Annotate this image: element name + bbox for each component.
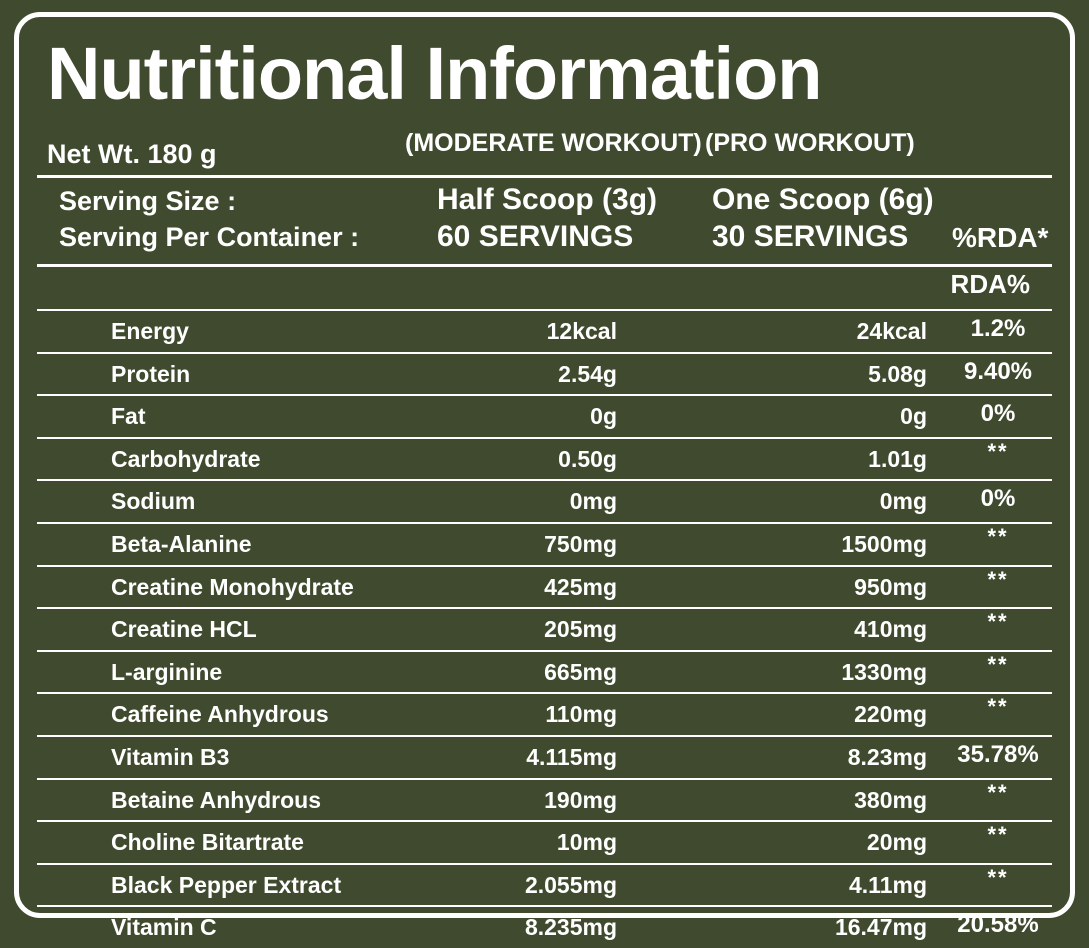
nutrient-value-moderate: 0g — [590, 403, 617, 430]
nutrient-value-pro: 410mg — [854, 616, 927, 643]
nutrient-rda: 1.2% — [970, 315, 1026, 342]
nutrient-value-moderate: 110mg — [545, 701, 617, 728]
nutrient-value-moderate: 750mg — [544, 530, 617, 557]
nutrient-name: Sodium — [111, 488, 196, 515]
label-header — [19, 17, 1070, 299]
table-row — [37, 820, 1052, 863]
net-weight: Net Wt. 180 g — [47, 139, 217, 169]
nutrient-rda: ** — [987, 566, 1009, 592]
rda-header: %RDA* — [952, 222, 1049, 253]
serving-info-block — [37, 175, 1052, 267]
nutrient-rda: ** — [987, 822, 1009, 848]
table-row — [37, 352, 1052, 395]
nutrient-name: Beta-Alanine — [111, 530, 252, 557]
nutrient-name: Vitamin B3 — [111, 743, 230, 770]
serving-size-label: Serving Size : — [59, 186, 237, 216]
nutrient-name: Fat — [111, 403, 146, 430]
serving-size-pro: One Scoop (6g) — [712, 183, 934, 216]
nutrient-name: Creatine Monohydrate — [111, 573, 354, 600]
nutrient-value-moderate: 0mg — [569, 488, 617, 515]
nutrient-rda: ** — [987, 779, 1009, 805]
nutrient-value-pro: 0g — [900, 403, 927, 430]
table-row — [37, 778, 1052, 821]
serving-per-container-label: Serving Per Container : — [59, 222, 360, 252]
nutrient-value-moderate: 8.235mg — [524, 914, 617, 941]
table-row — [37, 394, 1052, 437]
nutrient-rda: ** — [987, 694, 1009, 720]
nutrient-value-moderate: 2.54g — [558, 360, 617, 387]
table-row — [37, 863, 1052, 906]
nutrient-value-moderate: 205mg — [544, 616, 617, 643]
table-row — [37, 522, 1052, 565]
nutrient-value-moderate: 4.115mg — [526, 743, 617, 770]
nutrition-table — [37, 309, 1052, 941]
nutrient-name: Carbohydrate — [111, 445, 261, 472]
nutrition-label-inner — [19, 17, 1070, 941]
nutrient-value-pro: 24kcal — [856, 318, 927, 344]
nutrient-name: Black Pepper Extract — [111, 871, 342, 898]
nutrient-value-moderate: 12kcal — [546, 318, 617, 344]
nutrient-rda: ** — [987, 864, 1009, 890]
nutrient-name: Energy — [111, 318, 189, 344]
nutrient-value-pro: 1.01g — [868, 445, 927, 472]
nutrient-rda: 20.58% — [957, 911, 1039, 939]
nutrient-value-pro: 8.23mg — [847, 743, 927, 770]
nutrient-rda: 0% — [980, 485, 1016, 513]
nutrient-value-pro: 950mg — [854, 573, 927, 600]
servings-pro: 30 SERVINGS — [712, 220, 909, 253]
nutrient-value-pro: 1330mg — [841, 658, 927, 685]
nutrient-name: Caffeine Anhydrous — [111, 701, 329, 728]
rda-subheader-row — [37, 269, 1052, 305]
nutrient-value-pro: 0mg — [879, 488, 927, 515]
table-row — [37, 650, 1052, 693]
nutrient-name: Betaine Anhydrous — [111, 786, 322, 813]
table-row — [37, 479, 1052, 522]
nutrient-rda: 9.40% — [963, 357, 1033, 385]
rda-subheader: RDA% — [950, 269, 1030, 299]
table-row — [37, 607, 1052, 650]
nutrient-value-moderate: 0.50g — [558, 445, 617, 472]
nutrient-name: Choline Bitartrate — [111, 829, 304, 856]
nutrient-value-pro: 20mg — [866, 829, 927, 856]
nutrient-name: Vitamin C — [111, 914, 217, 941]
nutrient-rda: 0% — [980, 400, 1016, 428]
servings-moderate: 60 SERVINGS — [437, 220, 634, 253]
nutrient-value-pro: 220mg — [854, 701, 927, 728]
table-row — [37, 565, 1052, 608]
table-row — [37, 692, 1052, 735]
nutrient-value-pro: 5.08g — [868, 360, 927, 387]
nutrient-name: Protein — [111, 360, 191, 387]
nutrient-value-pro: 1500mg — [841, 530, 927, 557]
table-row — [37, 309, 1052, 352]
nutrient-rda: ** — [987, 651, 1009, 677]
page-title: Nutritional Information — [47, 32, 822, 115]
nutrient-value-moderate: 2.055mg — [524, 871, 617, 898]
nutrient-value-moderate: 665mg — [544, 658, 617, 685]
nutrient-name: L-arginine — [111, 658, 223, 685]
nutrient-rda: ** — [987, 438, 1009, 464]
column-header-pro: (PRO WORKOUT) — [705, 129, 915, 157]
nutrient-value-pro: 380mg — [854, 786, 927, 813]
nutrient-rda: ** — [987, 523, 1009, 549]
table-row — [37, 437, 1052, 480]
serving-size-moderate: Half Scoop (3g) — [437, 183, 658, 216]
nutrient-value-moderate: 190mg — [544, 786, 617, 813]
table-row — [37, 905, 1052, 948]
nutrient-rda: 35.78% — [957, 740, 1039, 768]
nutrient-value-moderate: 10mg — [556, 829, 617, 856]
nutrient-value-pro: 4.11mg — [849, 871, 927, 898]
nutrient-value-pro: 16.47mg — [834, 914, 927, 941]
nutrient-rda: ** — [987, 609, 1009, 635]
column-header-moderate: (MODERATE WORKOUT) — [405, 129, 702, 157]
nutrient-value-moderate: 425mg — [544, 573, 617, 600]
nutrition-label-panel — [14, 12, 1075, 941]
table-row — [37, 735, 1052, 778]
nutrient-name: Creatine HCL — [111, 616, 257, 643]
